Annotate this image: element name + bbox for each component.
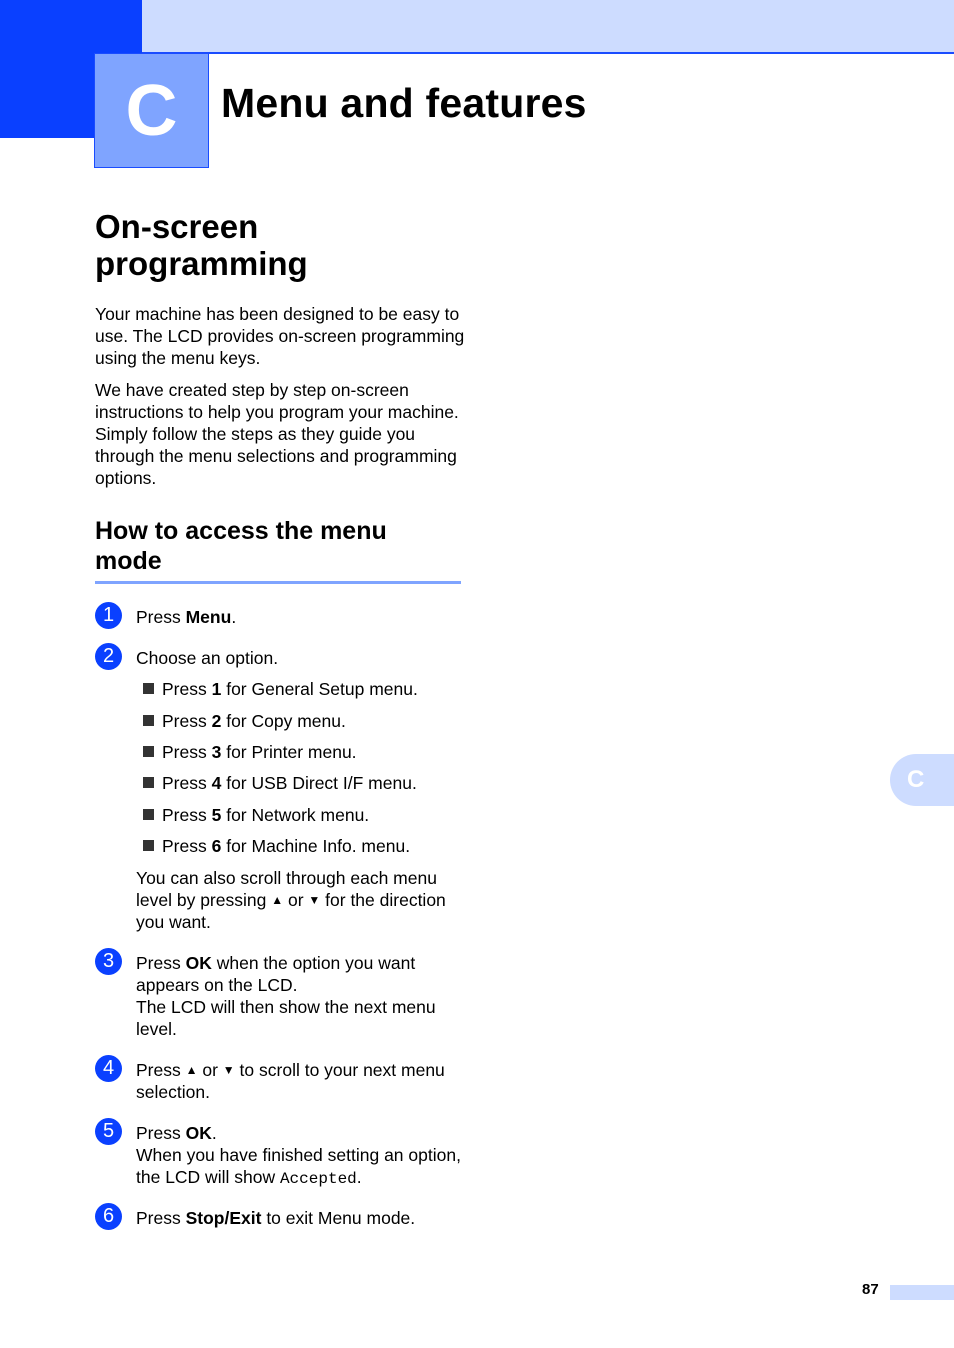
square-bullet-icon: [143, 840, 154, 851]
step-number-badge: 3: [95, 948, 122, 975]
step-text: Press OK when the option you want appears on the LCD. The LCD will then show the next menu level.: [136, 953, 436, 1039]
option-item: Press 3 for Printer menu.: [143, 741, 357, 763]
chapter-title: Menu and features: [221, 80, 587, 126]
step-number-badge: 2: [95, 643, 122, 670]
step-text: Choose an option.: [136, 648, 279, 668]
square-bullet-icon: [143, 809, 154, 820]
square-bullet-icon: [143, 746, 154, 757]
step-number-badge: 1: [95, 602, 122, 629]
option-item: Press 4 for USB Direct I/F menu.: [143, 772, 417, 794]
option-item: Press 2 for Copy menu.: [143, 710, 346, 732]
intro-paragraph-1: Your machine has been designed to be easy to use. The LCD provides on-screen programming using the menu keys.: [95, 304, 465, 368]
header-band: [142, 0, 954, 54]
section-title: On-screen programming: [95, 208, 308, 282]
step-number-badge: 5: [95, 1118, 122, 1145]
square-bullet-icon: [143, 683, 154, 694]
step-text: Press ▲ or ▼ to scroll to your next menu selection.: [136, 1060, 445, 1102]
page-number-bar: [890, 1285, 954, 1300]
step-number-badge: 4: [95, 1055, 122, 1082]
step-text: Press OK. When you have finished setting an option, the LCD will show Accepted.: [136, 1123, 461, 1188]
intro-paragraph-2: We have created step by step on-screen instructions to help you program your machine. Simply follow the steps as they guide you through the menu selections and programming options.: [95, 380, 459, 488]
option-item: Press 6 for Machine Info. menu.: [143, 835, 410, 857]
square-bullet-icon: [143, 777, 154, 788]
scroll-note: You can also scroll through each menu level by pressing ▲ or ▼ for the direction you want.: [136, 868, 446, 932]
step-text: Press Menu.: [136, 607, 237, 627]
option-item: Press 1 for General Setup menu.: [143, 678, 418, 700]
down-arrow-icon: ▼: [222, 1063, 235, 1077]
lcd-message: Accepted: [279, 1170, 357, 1188]
step-text: Press Stop/Exit to exit Menu mode.: [136, 1208, 416, 1228]
step-number-badge: 6: [95, 1203, 122, 1230]
up-arrow-icon: ▲: [185, 1063, 198, 1077]
chapter-side-tab: C: [890, 754, 954, 806]
option-item: Press 5 for Network menu.: [143, 804, 369, 826]
subsection-title: How to access the menu mode: [95, 516, 461, 584]
down-arrow-icon: ▼: [308, 893, 321, 907]
square-bullet-icon: [143, 715, 154, 726]
up-arrow-icon: ▲: [271, 893, 284, 907]
chapter-letter-box: C: [94, 53, 209, 168]
page-number: 87: [862, 1281, 879, 1298]
